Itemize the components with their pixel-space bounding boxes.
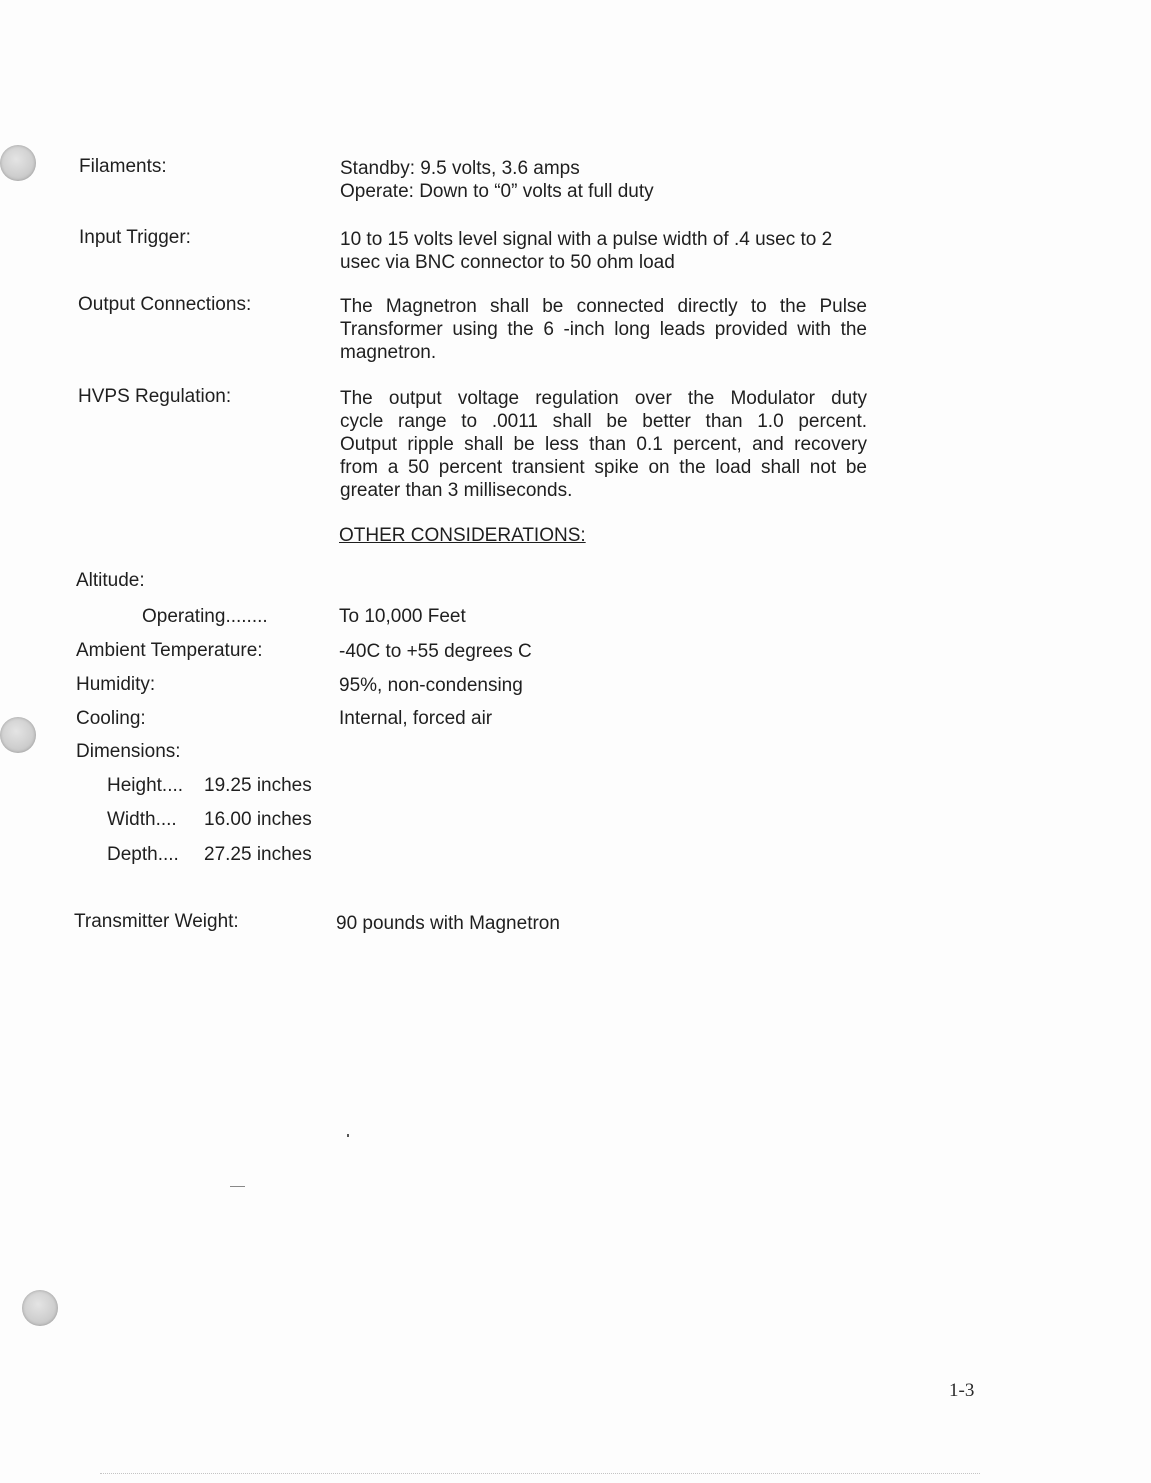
ambient-temperature-label: Ambient Temperature: <box>76 640 263 661</box>
scan-speck <box>347 1134 349 1137</box>
scan-speck <box>230 1186 245 1187</box>
dimension-depth-label: Depth.... <box>107 844 179 865</box>
cooling-value: Internal, forced air <box>339 708 493 729</box>
output-connections-line-3: magnetron. <box>340 342 437 363</box>
input-trigger-line-2: usec via BNC connector to 50 ohm load <box>340 252 675 273</box>
filaments-label: Filaments: <box>79 156 167 177</box>
filaments-operate: Operate: Down to “0” volts at full duty <box>340 181 654 202</box>
dimension-width-label: Width.... <box>107 809 177 830</box>
ambient-temperature-value: -40C to +55 degrees C <box>339 641 532 662</box>
cooling-label: Cooling: <box>76 708 146 729</box>
altitude-label: Altitude: <box>76 570 145 591</box>
punch-hole-middle <box>0 717 36 753</box>
punch-hole-top <box>0 145 36 181</box>
hvps-regulation-value <box>340 387 867 502</box>
hvps-line-5: greater than 3 milliseconds. <box>340 480 573 501</box>
humidity-label: Humidity: <box>76 674 156 695</box>
operating-value: To 10,000 Feet <box>339 606 466 627</box>
output-connections-line-2: Transformer using the 6 -inch long leads provided with the <box>340 319 867 340</box>
hvps-regulation-label: HVPS Regulation: <box>78 386 232 407</box>
dimensions-label: Dimensions: <box>76 741 181 762</box>
dimension-height-label: Height.... <box>107 775 184 796</box>
output-connections-line-1: The Magnetron shall be connected directly to the Pulse <box>340 296 867 317</box>
page-number: 1-3 <box>949 1380 975 1401</box>
filaments-standby: Standby: 9.5 volts, 3.6 amps <box>340 158 580 179</box>
dimension-width-value: 16.00 inches <box>204 809 312 830</box>
hvps-line-4: from a 50 percent transient spike on the load shall not be <box>340 457 867 478</box>
input-trigger-label: Input Trigger: <box>79 227 191 248</box>
page-bottom-edge <box>100 1473 980 1474</box>
output-connections-label: Output Connections: <box>78 294 252 315</box>
other-considerations-heading: OTHER CONSIDERATIONS: <box>339 525 586 546</box>
dimension-depth-value: 27.25 inches <box>204 844 312 865</box>
dimension-height-value: 19.25 inches <box>204 775 312 796</box>
hvps-line-2: cycle range to .0011 shall be better than 1.0 percent. <box>340 411 867 432</box>
punch-hole-bottom <box>22 1290 58 1326</box>
filaments-value <box>340 157 654 203</box>
input-trigger-value <box>340 228 832 274</box>
hvps-line-3: Output ripple shall be less than 0.1 percent, and recovery <box>340 434 867 455</box>
output-connections-value <box>340 295 867 364</box>
operating-label: Operating........ <box>142 606 268 627</box>
humidity-value: 95%, non-condensing <box>339 675 523 696</box>
transmitter-weight-label: Transmitter Weight: <box>74 911 239 932</box>
hvps-line-1: The output voltage regulation over the Modulator duty <box>340 388 867 409</box>
transmitter-weight-value: 90 pounds with Magnetron <box>336 913 560 934</box>
input-trigger-line-1: 10 to 15 volts level signal with a pulse width of .4 usec to 2 <box>340 229 833 250</box>
